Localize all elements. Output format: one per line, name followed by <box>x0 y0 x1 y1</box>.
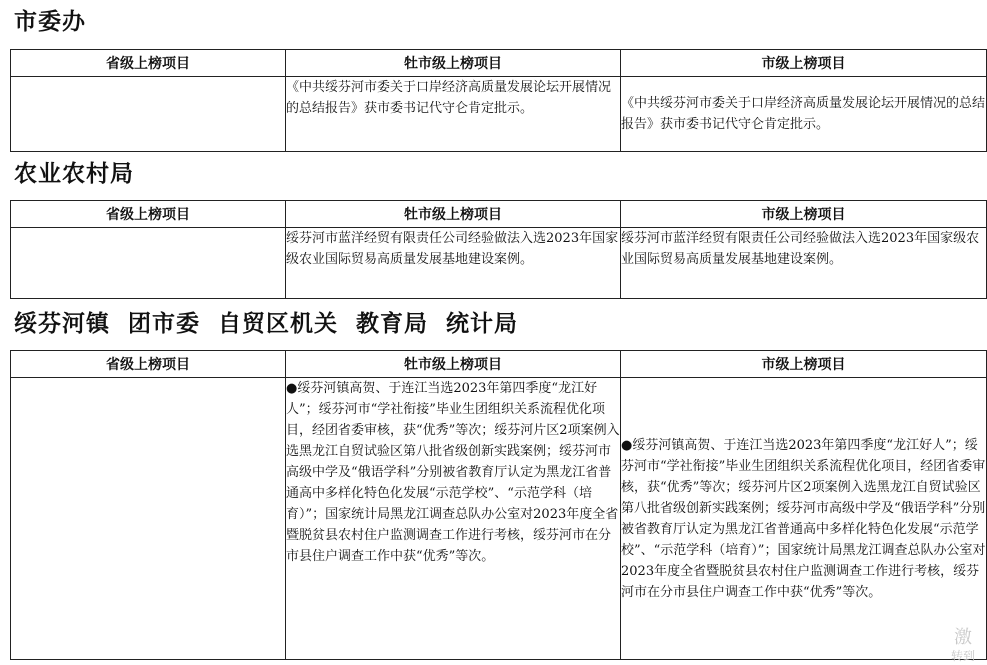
cell-mudanjiang: 《中共绥芬河市委关于口岸经济高质量发展论坛开展情况的总结报告》获市委书记代守仑肯定批示。 <box>286 77 621 152</box>
cell-province <box>11 228 286 299</box>
watermark-line1: 激 <box>954 627 972 648</box>
cell-province <box>11 77 286 152</box>
cell-province <box>11 378 286 660</box>
watermark-line2: 转到 <box>950 649 975 663</box>
table-header-row <box>11 351 987 378</box>
header-province: 省级上榜项目 <box>11 201 286 228</box>
header-city: 市级上榜项目 <box>621 201 987 228</box>
header-province: 省级上榜项目 <box>11 351 286 378</box>
header-city: 市级上榜项目 <box>621 351 987 378</box>
section-title: 市委办 <box>14 9 86 35</box>
table-header-row <box>11 201 987 228</box>
project-table <box>10 350 987 660</box>
cell-city: ●绥芬河镇高贺、于连江当选2023年第四季度“龙江好人”；绥芬河市“学社衔接”毕业生团组织关系流程优化项目，经团省委审核，获“优秀”等次；绥芬河片区2项案例入选黑龙江自贸试验区第八批省级创新实践案例；绥芬河市高级中学及“俄语学科”分别被省教育厅认定为黑龙江省普通高中多样化特色化发展“示范学校”、“示范学科（培育）”；国家统计局黑龙江调查总队办公室对2023年度全省暨脱贫县农村住户监测调查工作进行考核，绥芬河市在分市县住户调查工作中获“优秀”等次。 <box>621 378 987 660</box>
watermark <box>943 627 983 663</box>
table-row <box>11 77 987 152</box>
header-mudanjiang: 牡市级上榜项目 <box>286 50 621 77</box>
section-title: 农业农村局 <box>14 161 134 187</box>
project-table <box>10 200 987 299</box>
header-mudanjiang: 牡市级上榜项目 <box>286 201 621 228</box>
section-title: 绥芬河镇 团市委 自贸区机关 教育局 统计局 <box>14 311 519 337</box>
header-mudanjiang: 牡市级上榜项目 <box>286 351 621 378</box>
table-row <box>11 228 987 299</box>
table-row <box>11 378 987 660</box>
cell-mudanjiang: 绥芬河市蓝洋经贸有限责任公司经验做法入选2023年国家级农业国际贸易高质量发展基地建设案例。 <box>286 228 621 299</box>
cell-mudanjiang: ●绥芬河镇高贺、于连江当选2023年第四季度“龙江好人”；绥芬河市“学社衔接”毕业生团组织关系流程优化项目，经团省委审核，获“优秀”等次；绥芬河片区2项案例入选黑龙江自贸试验区第八批省级创新实践案例；绥芬河市高级中学及“俄语学科”分别被省教育厅认定为黑龙江省普通高中多样化特色化发展“示范学校”、“示范学科（培育）”；国家统计局黑龙江调查总队办公室对2023年度全省暨脱贫县农村住户监测调查工作进行考核，绥芬河市在分市县住户调查工作中获“优秀”等次。 <box>286 378 621 660</box>
header-city: 市级上榜项目 <box>621 50 987 77</box>
header-province: 省级上榜项目 <box>11 50 286 77</box>
cell-city: 《中共绥芬河市委关于口岸经济高质量发展论坛开展情况的总结报告》获市委书记代守仑肯定批示。 <box>621 77 987 152</box>
project-table <box>10 49 987 152</box>
table-header-row <box>11 50 987 77</box>
cell-city: 绥芬河市蓝洋经贸有限责任公司经验做法入选2023年国家级农业国际贸易高质量发展基地建设案例。 <box>621 228 987 299</box>
